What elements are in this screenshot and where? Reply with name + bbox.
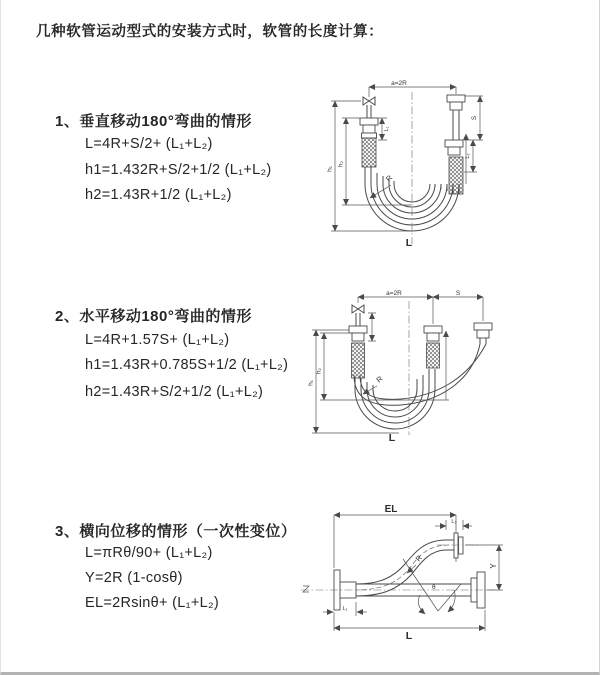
dimension-l [334,610,485,642]
section-2-formula-h1: h1=1.43R+0.785S+1/2 (L₁+L₂) [85,357,289,373]
section-2-formula-h2: h2=1.43R+S/2+1/2 (L₁+L₂) [85,384,264,400]
right-fitting [474,323,492,344]
angle-theta [403,559,461,614]
dim-label-l2: L₂ [451,519,457,525]
dimension-l1 [323,602,367,616]
dim-label-l2: L₂ [465,153,471,159]
dim-label-a2r: a=2R [386,290,402,297]
radius-leader [407,553,424,573]
dimension-el [334,504,456,568]
dim-label-r: R [384,173,395,184]
dim-label-y: Y [489,563,498,569]
dimension-a2r [369,80,456,97]
dim-label-h2: h₂ [337,160,345,168]
dim-label-L: L [388,432,396,444]
dimension-s [464,96,483,140]
middle-fitting [424,326,442,368]
right-fitting-upper [447,95,465,140]
section-3-formula-L: L=πRθ/90+ (L₁+L₂) [85,545,213,561]
left-fitting [349,326,367,378]
section-3-formula-EL: EL=2Rsinθ+ (L₁+L₂) [85,595,220,611]
braided-hose-section [352,343,365,378]
dim-label-s: S [455,290,461,297]
valve-icon [363,97,375,118]
dimension-l2 [435,519,472,530]
section-1-heading: 1、垂直移动180°弯曲的情形 [55,113,252,130]
dim-label-r: R [374,374,385,385]
dim-label-L: L [405,630,413,642]
section-3-formula-Y: Y=2R (1-cosθ) [85,570,183,586]
diagram-lateral-displacement [299,498,509,640]
section-1-formula-h1: h1=1.432R+S/2+1/2 (L₁+L₂) [85,162,272,178]
valve-icon [352,305,364,326]
dim-label-r: R [413,553,425,564]
radius-leader [363,374,385,394]
section-1-formula-L: L=4R+S/2+ (L₁+L₂) [85,136,213,152]
page-title: 几种软管运动型式的安装方式时，软管的长度计算： [36,24,384,40]
dimension-l1 [378,118,390,140]
dim-label-h2: h₂ [315,367,323,375]
displaced-end-flange [446,533,463,558]
dim-label-a2r: a=2R [391,80,407,87]
dim-label-theta: θ [432,584,436,591]
right-fitting-lower [445,140,463,194]
dim-label-h1: h₁ [307,380,315,386]
dim-label-l1: L₁ [384,126,390,132]
dim-label-l1: L₁ [342,606,348,612]
dimension-a2r [358,290,483,324]
braided-hose-section [427,343,440,368]
diagram-horizontal-180-bend [309,283,509,448]
section-1-formula-h2: h2=1.43R+1/2 (L₁+L₂) [85,187,232,203]
braided-hose-section [362,138,376,167]
left-fitting [360,118,378,167]
braided-hose-section [449,157,463,194]
dim-label-L: L [405,237,413,249]
dim-label-el: EL [384,504,398,515]
dim-label-h1: h₁ [326,166,334,172]
section-3-heading: 3、横向位移的情形（一次性变位） [55,523,297,540]
section-2-heading: 2、水平移动180°弯曲的情形 [55,308,252,325]
dimension-l2 [464,134,477,184]
section-2-formula-L: L=4R+1.57S+ (L₁+L₂) [85,332,230,348]
dim-label-s: S [471,115,478,121]
diagram-vertical-180-bend [313,72,493,252]
break-mark [303,586,309,592]
